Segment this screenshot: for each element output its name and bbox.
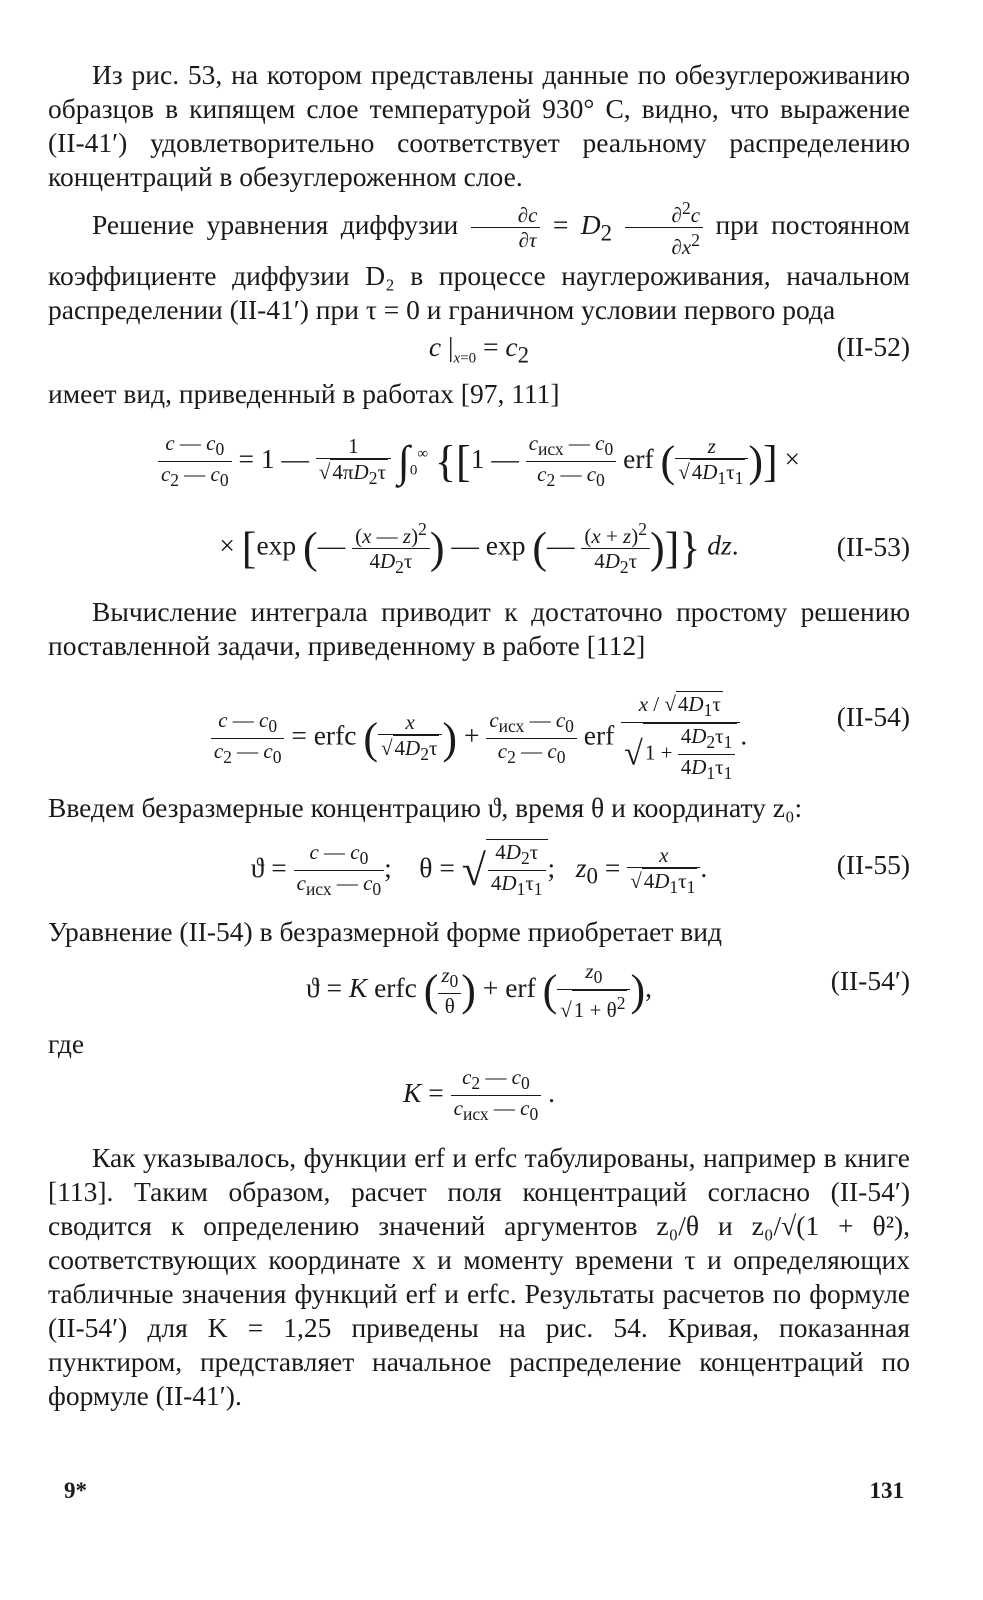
equation-label: (II-54) <box>836 701 910 732</box>
paragraph-8: Как указывалось, функции erf и erfc табулированы, например в книге [113]. Таким образом, расчет поля концентраций согласно (II-54′) сводится к определению значений аргументов z₀/θ и z₀/√(1 + θ²), соответствующих координате x и моменту времени τ и определяющих табличные значения функций erf и erfc. Результаты расчетов по формуле (II-54′) для K = 1,25 приведены на рис. 54. Кривая, показанная пунктиром, представляет начальное распределение концентраций по формуле (II-41′). <box>48 1142 910 1411</box>
equation-ii-54: $\frac{c — c_0}{c_2 — c_0}$ = erfc ( $\frac{x}{√4D_2\tau}$ ) + $\frac{c_{исх} — c_0}{c_2 — c_0}$ erf x / $√4D_1\tau$ √1 + $\frac{4D_2\tau_1}{4D_1\tau_1}$ . (II-54) <box>48 669 910 785</box>
equation-ii-53-line-1: $\frac{c — c_0}{c_2 — c_0}$ = 1 — $\frac{1}{√4\pi D_2\tau}$ $\int_0^\infty$ {[1 — $\frac{c_{исх} — c_0}{c_2 — c_0}$ erf ( $\frac{z}{√4D_1\tau_1}$ )] × <box>48 423 910 513</box>
paragraph-7: где <box>48 1028 85 1059</box>
page-body <box>48 58 910 1413</box>
equation-label: (II-54′) <box>830 965 910 996</box>
paragraph-4: Вычисление интеграла приводит к достаточно простому решению поставленной задачи, приведенному в работе [112] <box>48 596 910 661</box>
diffusion-lhs: $\frac{\partial c}{\partial\tau}$ <box>471 203 541 252</box>
equation-label: (II-55) <box>836 849 910 880</box>
equation-ii-52: c $|_{x=0} = c_2$ (II-52) <box>428 331 910 368</box>
equation-label: (II-53) <box>836 531 910 562</box>
diffusion-rhs: $\frac{\partial^2c}{\partial x^2}$ <box>625 196 703 259</box>
equation-ii-53-line-2: × [exp (— $\frac{(x — z)^2}{4D_2\tau}$ ) — exp (— $\frac{(x + z)^2}{4D_2\tau}$ )]} dz. (II-53) <box>219 519 910 578</box>
paragraph-5: Введем безразмерные концентрацию ϑ, время θ и координату z₀: <box>48 792 803 823</box>
paragraph-2-end: при постоянном коэффициенте диффузии D₂ в процессе науглероживания, начальном распределении (II-41′) при τ = 0 и граничном условии первого рода <box>48 208 911 325</box>
equation-k-definition: K = $\frac{c_2 — c_0}{c_{исх} — c_0}$ . <box>403 1065 555 1125</box>
paragraph-6: Уравнение (II-54) в безразмерной форме приобретает вид <box>48 916 722 947</box>
equation-label: (II-52) <box>836 331 910 362</box>
paragraph-2-start: Решение уравнения диффузии <box>92 208 459 240</box>
equation-ii-55: ϑ = $\frac{c — c_0}{c_{исх} — c_0}$ ; θ = √ $\frac{4D_2\tau}{4D_1\tau_1}$ ; $z_0$ = $\frac{x}{√4D_1\tau_1}$ . (II-55) <box>250 840 910 900</box>
signature-mark: 9* <box>64 1478 87 1503</box>
paragraph-3: имеет вид, приведенный в работах [97, 111] <box>48 378 560 409</box>
paragraph-2: Решение уравнения диффузии $\frac{\partial c}{\partial\tau}$ = $D_2$ $\frac{\partial^2c}{\partial x^2}$ при постоянном коэффициенте диффузии D₂ в процессе науглероживания, начальном распределении (II-41′) при τ = 0 и граничном условии первого рода <box>48 198 911 325</box>
equation-ii-54-prime: ϑ = K erfc ( $\frac{z_0}{\theta}$ ) + erf ( $\frac{z_0}{√1 + \theta^2}$ ), (II-54′) <box>306 959 910 1023</box>
paragraph-1: Из рис. 53, на котором представлены данные по обезуглероживанию образцов в кипящем слое температурой 930° С, видно, что выражение (II-41′) удовлетворительно соответствует реальному распределению концентраций в обезуглероженном слое. <box>48 59 910 192</box>
page-number: 131 <box>869 1478 904 1503</box>
